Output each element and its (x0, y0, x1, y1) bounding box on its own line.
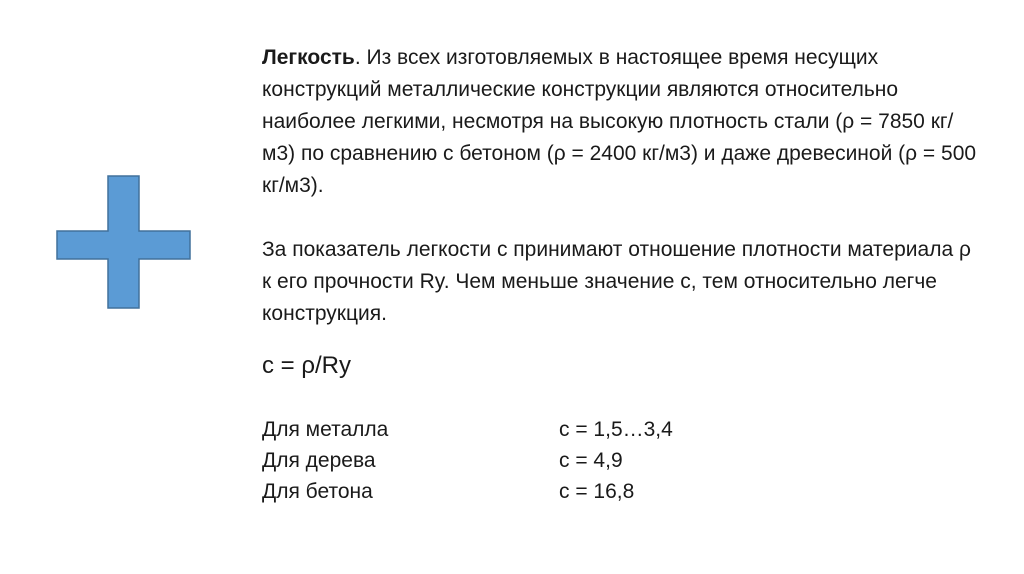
formula: c = ρ/Ry (262, 352, 352, 379)
material-value: c = 16,8 (559, 480, 635, 503)
material-name: Для металла (262, 418, 389, 441)
material-name: Для дерева (262, 449, 376, 472)
slide-content (262, 42, 982, 507)
plus-cross-icon (56, 175, 191, 309)
intro-paragraph (262, 42, 982, 202)
definition-paragraph: За показатель легкости с принимают отношение плотности материала ρ к его прочности Ry. Чем меньше значение с, тем относительно легче конструкция. (262, 238, 971, 325)
material-value: c = 4,9 (559, 449, 623, 472)
materials-table (262, 414, 982, 507)
intro-heading: Легкость (262, 46, 355, 69)
material-row (262, 476, 982, 507)
material-name: Для бетона (262, 480, 373, 503)
intro-text: . Из всех изготовляемых в настоящее время несущих конструкций металлические конструкции являются относительно наиболее легкими, несмотря на высокую плотность стали (ρ = 7850 кг/м3) по сравнению с бетоном (ρ = 2400 кг/м3) и даже древесиной (ρ = 500 кг/м3). (262, 46, 977, 197)
material-row (262, 445, 982, 476)
material-value: c = 1,5…3,4 (559, 418, 673, 441)
material-row (262, 414, 982, 445)
